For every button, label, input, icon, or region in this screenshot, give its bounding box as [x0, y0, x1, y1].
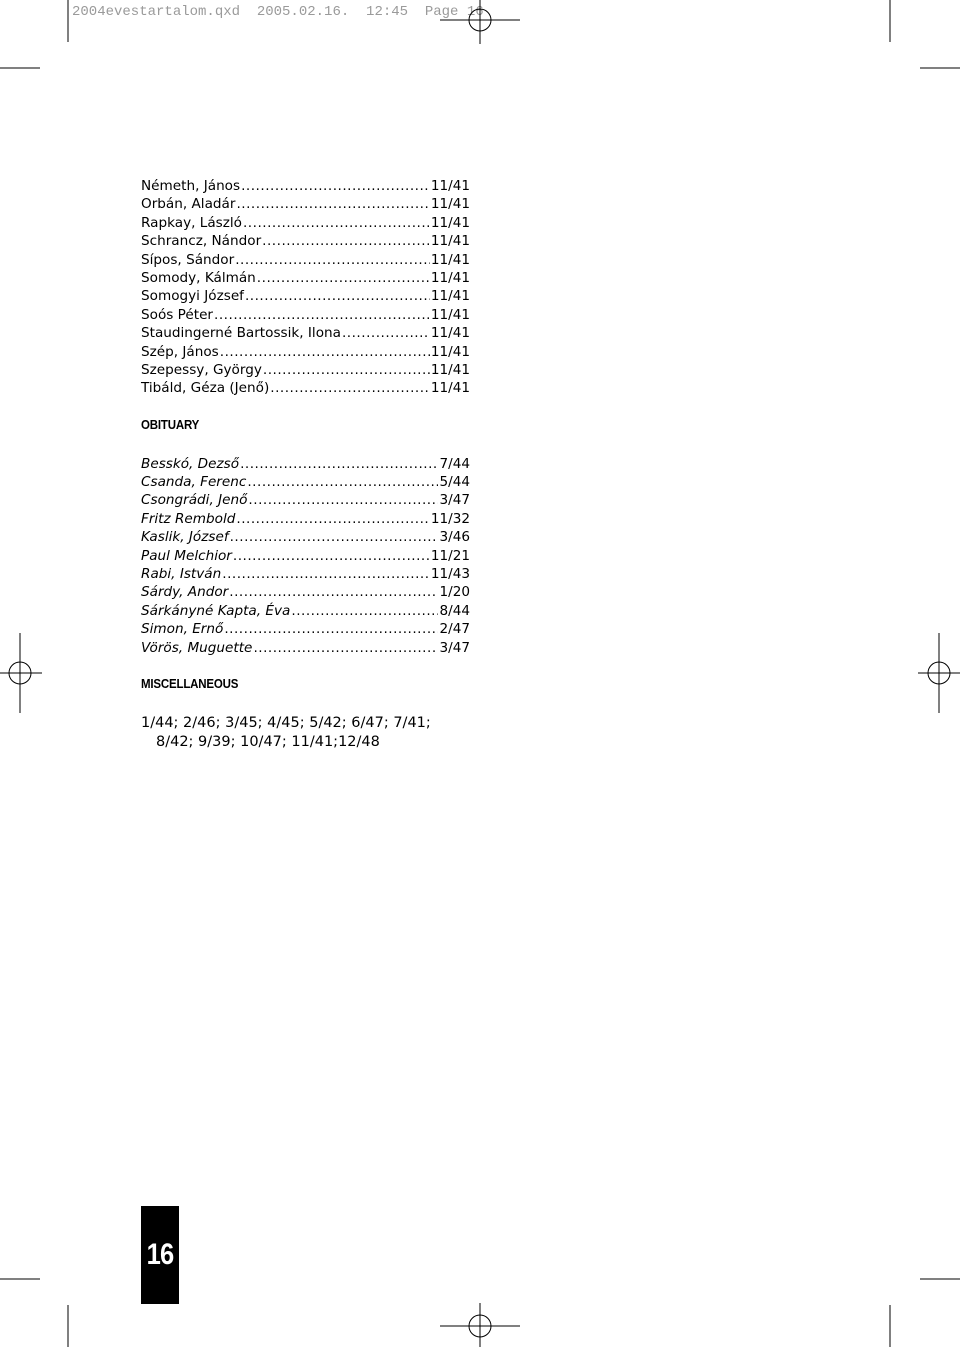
entry-name: Tibáld, Géza (Jenő)	[141, 380, 270, 397]
entry-reference: 11/41	[430, 380, 470, 397]
entry-name: Soós Péter	[141, 306, 214, 323]
dot-leader	[229, 583, 438, 601]
entry-reference: 3/47	[439, 639, 470, 656]
dot-leader	[262, 232, 430, 250]
obituary-list	[141, 455, 470, 657]
index-entry	[141, 639, 470, 657]
dot-leader	[270, 379, 430, 397]
index-entry	[141, 547, 470, 565]
entry-name: Vörös, Muguette	[141, 639, 253, 656]
dot-leader	[241, 177, 430, 195]
dot-leader	[233, 547, 430, 565]
entry-reference: 11/41	[430, 288, 470, 305]
dot-leader	[240, 455, 438, 473]
print-slug: 2004evestartalom.qxd 2005.02.16. 12:45 Page 16	[72, 4, 484, 20]
index-entry	[141, 528, 470, 546]
entry-reference: 11/41	[430, 343, 470, 360]
entry-reference: 11/32	[430, 510, 470, 527]
entry-name: Szepessy, György	[141, 361, 262, 378]
dot-leader	[253, 639, 438, 657]
dot-leader	[243, 214, 430, 232]
entry-reference: 11/41	[430, 361, 470, 378]
entry-reference: 3/47	[439, 492, 470, 509]
dot-leader	[224, 620, 438, 638]
entry-name: Staudingerné Bartossik, Ilona	[141, 325, 341, 342]
index-column	[141, 177, 470, 752]
index-entry	[141, 287, 470, 305]
entry-reference: 3/46	[439, 529, 470, 546]
index-list-top	[141, 177, 470, 398]
entry-reference: 7/44	[439, 455, 470, 472]
page-number-box	[141, 1206, 179, 1304]
entry-reference: 11/41	[430, 251, 470, 268]
index-entry	[141, 379, 470, 397]
dot-leader	[257, 269, 430, 287]
entry-reference: 1/20	[439, 584, 470, 601]
dot-leader	[248, 491, 438, 509]
entry-name: Németh, János	[141, 178, 241, 194]
index-entry	[141, 565, 470, 583]
entry-name: Rapkay, László	[141, 214, 242, 231]
entry-name: Kaslik, József	[141, 529, 229, 546]
dot-leader	[247, 473, 438, 491]
dot-leader	[220, 343, 430, 361]
index-entry	[141, 306, 470, 324]
entry-name: Sípos, Sándor	[141, 251, 235, 268]
page-number: 16	[146, 1238, 174, 1271]
dot-leader	[222, 565, 430, 583]
misc-line-1: 1/44; 2/46; 3/45; 4/45; 5/42; 6/47; 7/41;	[141, 714, 431, 731]
entry-name: Paul Melchior	[141, 547, 232, 564]
entry-reference: 11/41	[430, 269, 470, 286]
dot-leader	[291, 602, 438, 620]
index-entry	[141, 602, 470, 620]
entry-name: Szép, János	[141, 343, 219, 360]
entry-reference: 11/43	[430, 566, 470, 583]
entry-name: Besskó, Dezső	[141, 455, 240, 472]
entry-reference: 11/41	[430, 233, 470, 250]
entry-name: Fritz Rembold	[141, 510, 236, 527]
index-entry	[141, 214, 470, 232]
index-entry	[141, 491, 470, 509]
entry-name: Sárdy, Andor	[141, 584, 229, 601]
entry-reference: 11/41	[430, 325, 470, 342]
index-entry	[141, 324, 470, 342]
index-entry	[141, 177, 470, 195]
index-entry	[141, 361, 470, 379]
entry-name: Schrancz, Nándor	[141, 233, 262, 250]
dot-leader	[235, 251, 430, 269]
entry-name: Somody, Kálmán	[141, 269, 256, 286]
entry-name: Csanda, Ferenc	[141, 474, 247, 491]
miscellaneous-references	[141, 714, 470, 752]
entry-name: Simon, Ernő	[141, 621, 224, 638]
entry-name: Sárkányné Kapta, Éva	[141, 602, 291, 619]
entry-reference: 11/41	[430, 214, 470, 231]
entry-reference: 11/41	[430, 306, 470, 323]
dot-leader	[263, 361, 430, 379]
entry-name: Orbán, Aladár	[141, 196, 236, 213]
dot-leader	[342, 324, 430, 342]
index-entry	[141, 583, 470, 601]
dot-leader	[236, 195, 429, 213]
index-entry	[141, 473, 470, 491]
entry-name: Somogyi József	[141, 288, 244, 305]
obituary-heading: OBITUARY	[141, 417, 200, 432]
index-entry	[141, 620, 470, 638]
entry-reference: 5/44	[439, 474, 470, 491]
dot-leader	[245, 287, 430, 305]
entry-reference: 11/41	[430, 178, 470, 194]
index-entry	[141, 269, 470, 287]
index-entry	[141, 195, 470, 213]
entry-name: Rabi, István	[141, 566, 222, 583]
index-entry	[141, 251, 470, 269]
index-entry	[141, 232, 470, 250]
entry-reference: 8/44	[439, 602, 470, 619]
misc-line-2: 8/42; 9/39; 10/47; 11/41;12/48	[156, 733, 380, 750]
dot-leader	[230, 528, 439, 546]
index-entry	[141, 510, 470, 528]
entry-name: Csongrádi, Jenő	[141, 492, 248, 509]
entry-reference: 11/41	[430, 196, 470, 213]
dot-leader	[236, 510, 429, 528]
index-entry	[141, 343, 470, 361]
entry-reference: 11/21	[430, 547, 470, 564]
entry-reference: 2/47	[439, 621, 470, 638]
index-entry	[141, 455, 470, 473]
dot-leader	[214, 306, 430, 324]
miscellaneous-heading: MISCELLANEOUS	[141, 676, 239, 691]
